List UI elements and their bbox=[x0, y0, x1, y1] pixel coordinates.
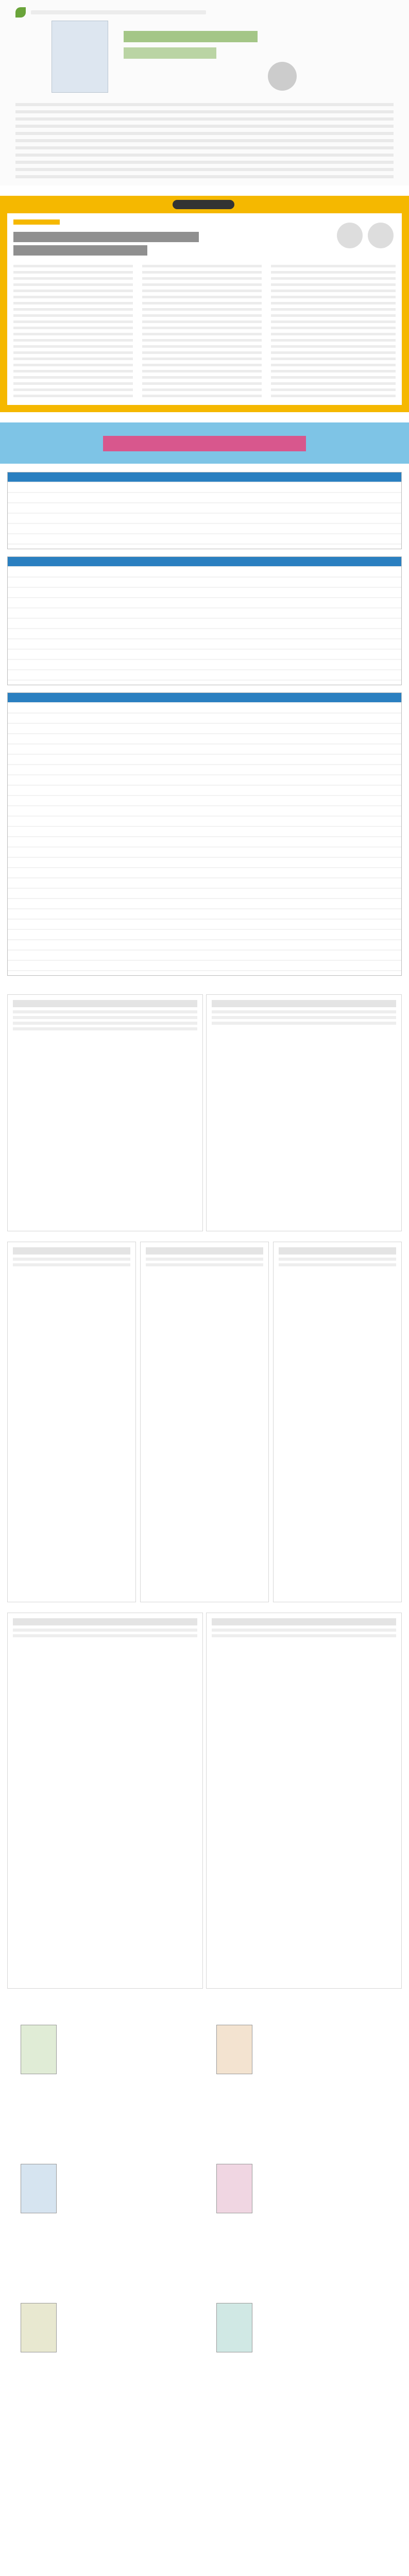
column-text-left bbox=[13, 265, 133, 399]
book-icon bbox=[216, 2303, 252, 2352]
column-text-right bbox=[271, 265, 396, 399]
leaf-icon bbox=[15, 7, 26, 18]
book-cover bbox=[52, 21, 108, 93]
program-schedule bbox=[0, 422, 409, 984]
notice-card bbox=[7, 1242, 136, 1602]
column-text-mid bbox=[142, 265, 262, 399]
column-title bbox=[13, 232, 199, 242]
notice-card bbox=[206, 1613, 402, 1989]
person-icon bbox=[337, 223, 363, 248]
notice-card bbox=[7, 994, 203, 1231]
book-icon bbox=[21, 2164, 57, 2213]
column-label bbox=[13, 219, 60, 225]
article-body bbox=[15, 103, 394, 180]
schedule-table-2 bbox=[7, 556, 402, 685]
notice-area bbox=[0, 994, 409, 1999]
book-icon bbox=[21, 2025, 57, 2074]
author-avatar bbox=[268, 62, 297, 91]
book-recommendations bbox=[0, 2009, 409, 2576]
person-icon bbox=[368, 223, 394, 248]
article-subtitle bbox=[124, 47, 216, 59]
table-header bbox=[8, 693, 401, 702]
article-title bbox=[124, 31, 258, 42]
table-header bbox=[8, 472, 401, 482]
header-line bbox=[31, 10, 206, 14]
schedule-table-3 bbox=[7, 692, 402, 976]
notice-card bbox=[206, 994, 402, 1231]
notice-card bbox=[140, 1242, 269, 1602]
column-badge bbox=[173, 200, 234, 209]
schedule-title bbox=[103, 436, 306, 451]
notice-card bbox=[7, 1613, 203, 1989]
schedule-header bbox=[0, 422, 409, 464]
column-title-2 bbox=[13, 245, 147, 256]
youth-column bbox=[0, 196, 409, 412]
notice-card bbox=[273, 1242, 402, 1602]
schedule-table-1 bbox=[7, 472, 402, 549]
book-icon bbox=[21, 2303, 57, 2352]
intro-article bbox=[0, 0, 409, 185]
book-icon bbox=[216, 2164, 252, 2213]
column-panel bbox=[7, 213, 402, 405]
table-header bbox=[8, 557, 401, 566]
book-icon bbox=[216, 2025, 252, 2074]
